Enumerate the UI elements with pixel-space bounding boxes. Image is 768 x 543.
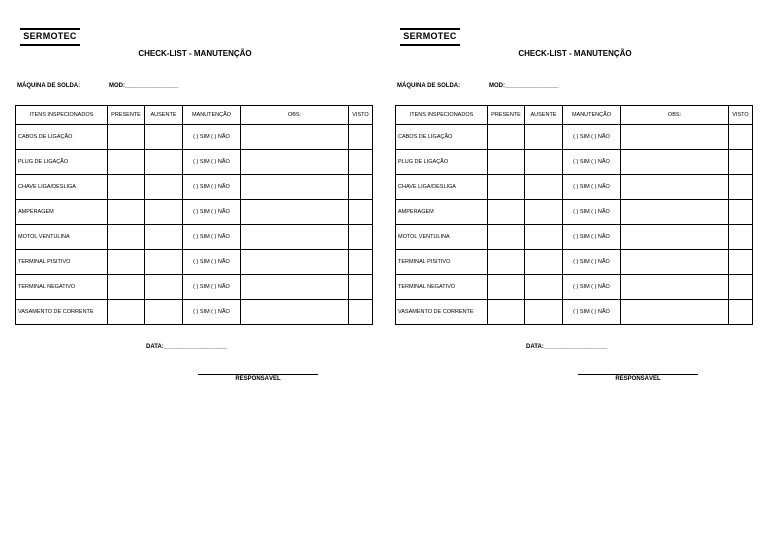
logo-bar-bottom: [20, 44, 80, 46]
header-obs: OBS:: [621, 106, 729, 125]
date-field[interactable]: DATA:___________________: [146, 344, 228, 350]
presente-cell[interactable]: [488, 125, 525, 150]
table-row: [396, 125, 753, 150]
item-label: TERMINAL PISITIVO: [16, 250, 108, 275]
header-presente: PRESENTE: [108, 106, 145, 125]
mod-label: MOD:________________: [109, 83, 179, 89]
obs-cell[interactable]: [241, 300, 349, 325]
presente-cell[interactable]: [488, 175, 525, 200]
obs-cell[interactable]: [241, 200, 349, 225]
item-label: CHAVE LIGA/DESLIGA: [16, 175, 108, 200]
maintenance-options[interactable]: ( ) SIM ( ) NÃO: [563, 250, 621, 275]
obs-cell[interactable]: [621, 225, 729, 250]
item-label: VASAMENTO DE CORRENTE: [396, 300, 488, 325]
mod-label: MOD:________________: [489, 83, 559, 89]
ausente-cell[interactable]: [525, 250, 563, 275]
presente-cell[interactable]: [108, 175, 145, 200]
checklist-table: [15, 105, 373, 325]
ausente-cell[interactable]: [145, 125, 183, 150]
maintenance-options[interactable]: ( ) SIM ( ) NÃO: [563, 125, 621, 150]
table-row: [396, 200, 753, 225]
form-title: CHECK-LIST - MANUTENÇÃO: [138, 49, 252, 58]
checklist-form-left: [15, 0, 373, 400]
ausente-cell[interactable]: [145, 175, 183, 200]
presente-cell[interactable]: [108, 150, 145, 175]
table-row: [16, 250, 373, 275]
item-label: AMPERAGEM: [16, 200, 108, 225]
visto-cell[interactable]: [729, 225, 753, 250]
presente-cell[interactable]: [488, 200, 525, 225]
presente-cell[interactable]: [488, 225, 525, 250]
visto-cell[interactable]: [349, 150, 373, 175]
table-row: [16, 300, 373, 325]
signature-label: RESPONSÁVEL: [235, 376, 281, 382]
header-presente: PRESENTE: [488, 106, 525, 125]
presente-cell[interactable]: [108, 275, 145, 300]
item-label: CHAVE LIGA/DESLIGA: [396, 175, 488, 200]
table-row: [396, 150, 753, 175]
item-label: CABOS DE LIGAÇÃO: [396, 125, 488, 150]
ausente-cell[interactable]: [525, 175, 563, 200]
obs-cell[interactable]: [241, 125, 349, 150]
ausente-cell[interactable]: [145, 275, 183, 300]
obs-cell[interactable]: [621, 175, 729, 200]
header-obs: OBS:: [241, 106, 349, 125]
checklist-table: [395, 105, 753, 325]
maintenance-options[interactable]: ( ) SIM ( ) NÃO: [563, 225, 621, 250]
header-itens: ITENS INSPECIONADOS: [16, 106, 108, 125]
table-row: [16, 150, 373, 175]
presente-cell[interactable]: [488, 275, 525, 300]
visto-cell[interactable]: [349, 200, 373, 225]
maintenance-options[interactable]: ( ) SIM ( ) NÃO: [183, 275, 241, 300]
header-ausente: AUSENTE: [525, 106, 563, 125]
visto-cell[interactable]: [729, 250, 753, 275]
logo-bar-top: [20, 28, 80, 30]
ausente-cell[interactable]: [525, 125, 563, 150]
sermotec-logo: [400, 28, 460, 46]
maintenance-options[interactable]: ( ) SIM ( ) NÃO: [183, 125, 241, 150]
ausente-cell[interactable]: [145, 200, 183, 225]
machine-row: [17, 83, 178, 89]
table-row: [396, 225, 753, 250]
ausente-cell[interactable]: [145, 250, 183, 275]
ausente-cell[interactable]: [525, 275, 563, 300]
item-label: TERMINAL PISITIVO: [396, 250, 488, 275]
maintenance-options[interactable]: ( ) SIM ( ) NÃO: [183, 200, 241, 225]
sermotec-logo: [20, 28, 80, 46]
obs-cell[interactable]: [241, 225, 349, 250]
obs-cell[interactable]: [241, 175, 349, 200]
table-row: [396, 175, 753, 200]
logo-bar-bottom: [400, 44, 460, 46]
header-visto: VISTO: [729, 106, 753, 125]
ausente-cell[interactable]: [145, 225, 183, 250]
header-ausente: AUSENTE: [145, 106, 183, 125]
visto-cell[interactable]: [349, 250, 373, 275]
header-itens: ITENS INSPECIONADOS: [396, 106, 488, 125]
table-row: [16, 275, 373, 300]
presente-cell[interactable]: [108, 250, 145, 275]
obs-cell[interactable]: [241, 250, 349, 275]
ausente-cell[interactable]: [145, 300, 183, 325]
obs-cell[interactable]: [241, 150, 349, 175]
visto-cell[interactable]: [729, 275, 753, 300]
item-label: PLUG DE LIGAÇÃO: [16, 150, 108, 175]
machine-row: [397, 83, 558, 89]
visto-cell[interactable]: [729, 125, 753, 150]
presente-cell[interactable]: [108, 225, 145, 250]
ausente-cell[interactable]: [525, 225, 563, 250]
item-label: TERMINAL NEGATIVO: [396, 275, 488, 300]
maintenance-options[interactable]: ( ) SIM ( ) NÃO: [563, 275, 621, 300]
form-title: CHECK-LIST - MANUTENÇÃO: [518, 49, 632, 58]
signature-line[interactable]: [198, 374, 318, 375]
item-label: AMPERAGEM: [396, 200, 488, 225]
maintenance-options[interactable]: ( ) SIM ( ) NÃO: [563, 150, 621, 175]
maintenance-options[interactable]: ( ) SIM ( ) NÃO: [183, 150, 241, 175]
table-row: [396, 300, 753, 325]
maintenance-options[interactable]: ( ) SIM ( ) NÃO: [183, 225, 241, 250]
presente-cell[interactable]: [108, 125, 145, 150]
obs-cell[interactable]: [621, 150, 729, 175]
obs-cell[interactable]: [621, 200, 729, 225]
header-manutencao: MANUTENÇÃO: [183, 106, 241, 125]
logo-bar-top: [400, 28, 460, 30]
obs-cell[interactable]: [621, 275, 729, 300]
maintenance-options[interactable]: ( ) SIM ( ) NÃO: [183, 175, 241, 200]
obs-cell[interactable]: [621, 125, 729, 150]
header-visto: VISTO: [349, 106, 373, 125]
item-label: MOTOL VENTULINA: [396, 225, 488, 250]
item-label: VASAMENTO DE CORRENTE: [16, 300, 108, 325]
ausente-cell[interactable]: [525, 200, 563, 225]
visto-cell[interactable]: [349, 300, 373, 325]
logo-text: SERMOTEC: [23, 31, 77, 41]
visto-cell[interactable]: [729, 300, 753, 325]
presente-cell[interactable]: [108, 300, 145, 325]
maintenance-options[interactable]: ( ) SIM ( ) NÃO: [563, 300, 621, 325]
logo-text: SERMOTEC: [403, 31, 457, 41]
ausente-cell[interactable]: [525, 150, 563, 175]
visto-cell[interactable]: [349, 175, 373, 200]
table-row: [16, 200, 373, 225]
table-row: [16, 225, 373, 250]
table-row: [16, 125, 373, 150]
checklist-form-right: [395, 0, 753, 400]
machine-label: MÁQUINA DE SOLDA:: [397, 83, 461, 89]
table-row: [396, 275, 753, 300]
obs-cell[interactable]: [621, 300, 729, 325]
table-header-row: [16, 106, 373, 125]
item-label: CABOS DE LIGAÇÃO: [16, 125, 108, 150]
machine-label: MÁQUINA DE SOLDA:: [17, 83, 81, 89]
maintenance-options[interactable]: ( ) SIM ( ) NÃO: [183, 250, 241, 275]
maintenance-options[interactable]: ( ) SIM ( ) NÃO: [563, 200, 621, 225]
table-row: [16, 175, 373, 200]
obs-cell[interactable]: [621, 250, 729, 275]
signature-line[interactable]: [578, 374, 698, 375]
presente-cell[interactable]: [488, 150, 525, 175]
item-label: TERMINAL NEGATIVO: [16, 275, 108, 300]
presente-cell[interactable]: [488, 250, 525, 275]
visto-cell[interactable]: [349, 225, 373, 250]
visto-cell[interactable]: [729, 200, 753, 225]
obs-cell[interactable]: [241, 275, 349, 300]
presente-cell[interactable]: [488, 300, 525, 325]
table-header-row: [396, 106, 753, 125]
table-row: [396, 250, 753, 275]
item-label: PLUG DE LIGAÇÃO: [396, 150, 488, 175]
header-manutencao: MANUTENÇÃO: [563, 106, 621, 125]
maintenance-options[interactable]: ( ) SIM ( ) NÃO: [563, 175, 621, 200]
item-label: MOTOL VENTULINA: [16, 225, 108, 250]
ausente-cell[interactable]: [145, 150, 183, 175]
visto-cell[interactable]: [349, 275, 373, 300]
ausente-cell[interactable]: [525, 300, 563, 325]
visto-cell[interactable]: [349, 125, 373, 150]
visto-cell[interactable]: [729, 175, 753, 200]
presente-cell[interactable]: [108, 200, 145, 225]
maintenance-options[interactable]: ( ) SIM ( ) NÃO: [183, 300, 241, 325]
date-field[interactable]: DATA:___________________: [526, 344, 608, 350]
signature-label: RESPONSÁVEL: [615, 376, 661, 382]
visto-cell[interactable]: [729, 150, 753, 175]
